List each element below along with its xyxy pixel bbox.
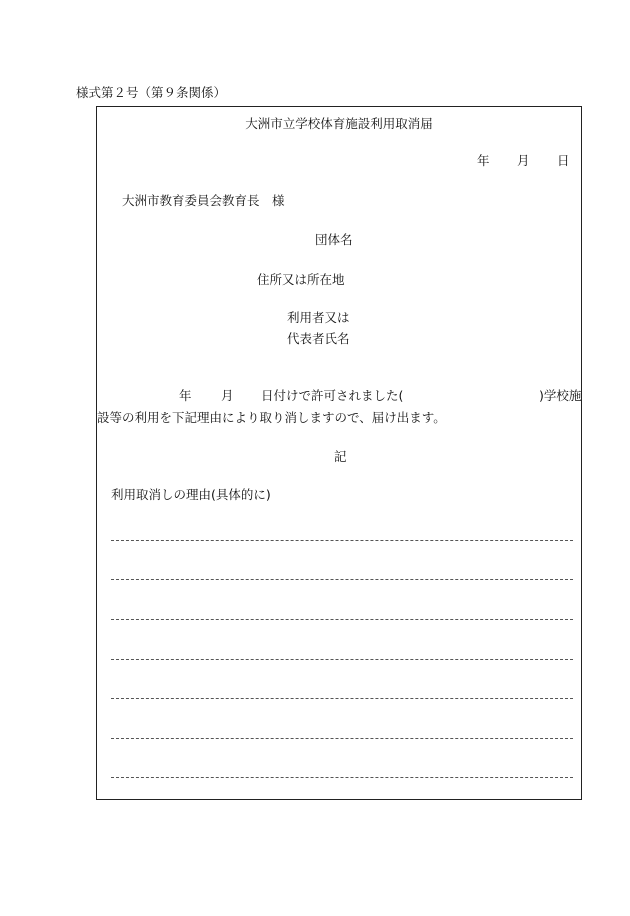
reason-line	[111, 738, 573, 739]
date-day-label: 日	[557, 153, 570, 168]
reason-line	[111, 659, 573, 660]
form-title: 大洲市立学校体育施設利用取消届	[245, 116, 433, 131]
user-label-line2: 代表者氏名	[287, 331, 350, 346]
form-id: 様式第２号（第９条関係）	[76, 85, 227, 100]
reason-line	[111, 777, 573, 778]
date-month-label: 月	[517, 153, 530, 168]
body-permitted-text: 日付けで許可されました(	[261, 388, 404, 403]
date-year-label: 年	[477, 153, 490, 168]
reason-line	[111, 579, 573, 580]
reason-label: 利用取消しの理由(具体的に)	[111, 487, 271, 502]
addressee: 大洲市教育委員会教育長 様	[122, 193, 285, 208]
form-frame	[96, 106, 582, 800]
address-label: 住所又は所在地	[257, 272, 345, 287]
body-year-label: 年	[179, 388, 192, 403]
reason-line	[111, 698, 573, 699]
record-mark: 記	[334, 449, 347, 464]
body-month-label: 月	[221, 388, 234, 403]
group-name-label: 団体名	[315, 232, 353, 247]
user-label-line1: 利用者又は	[287, 310, 350, 325]
reason-line	[111, 619, 573, 620]
body-school-close: )学校施	[539, 388, 582, 403]
body-line-2: 設等の利用を下記理由により取り消しますので、届け出ます。	[97, 410, 446, 425]
reason-line	[111, 540, 573, 541]
